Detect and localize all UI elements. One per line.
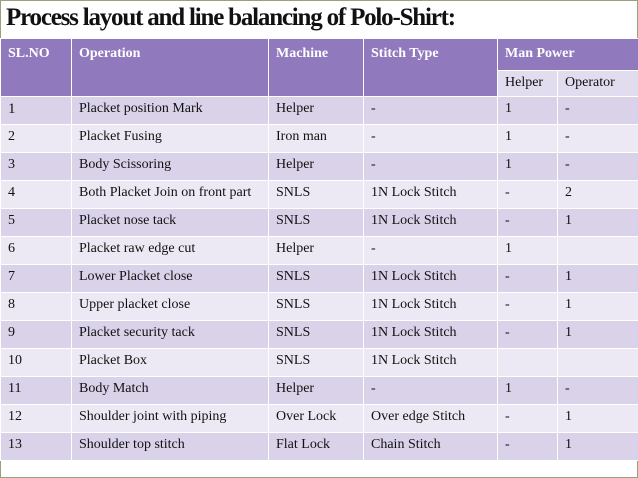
cell-operation: Placket raw edge cut bbox=[72, 237, 269, 265]
header-row bbox=[1, 39, 638, 71]
cell-stitch-type: - bbox=[364, 237, 498, 265]
cell-operator: 1 bbox=[558, 321, 638, 349]
cell-operation: Placket nose tack bbox=[72, 209, 269, 237]
slide-title: Process layout and line balancing of Polo-Shirt: bbox=[6, 4, 455, 31]
cell-operator: - bbox=[558, 125, 638, 153]
cell-machine: SNLS bbox=[269, 265, 364, 293]
cell-machine: Iron man bbox=[269, 125, 364, 153]
cell-machine: Over Lock bbox=[269, 405, 364, 433]
cell-machine: SNLS bbox=[269, 349, 364, 377]
cell-sl: 9 bbox=[1, 321, 72, 349]
cell-operation: Upper placket close bbox=[72, 293, 269, 321]
header-helper: Helper bbox=[498, 71, 558, 97]
cell-machine: Flat Lock bbox=[269, 433, 364, 461]
cell-helper: 1 bbox=[498, 97, 558, 125]
cell-stitch-type: 1N Lock Stitch bbox=[364, 293, 498, 321]
cell-helper: 1 bbox=[498, 237, 558, 265]
cell-stitch-type: 1N Lock Stitch bbox=[364, 209, 498, 237]
table-row bbox=[1, 209, 638, 237]
cell-operation: Both Placket Join on front part bbox=[72, 181, 269, 209]
cell-operator: 1 bbox=[558, 293, 638, 321]
cell-operator: 1 bbox=[558, 209, 638, 237]
cell-sl: 1 bbox=[1, 97, 72, 125]
cell-stitch-type: Chain Stitch bbox=[364, 433, 498, 461]
cell-operator: 2 bbox=[558, 181, 638, 209]
cell-stitch-type: 1N Lock Stitch bbox=[364, 349, 498, 377]
cell-operation: Shoulder joint with piping bbox=[72, 405, 269, 433]
cell-helper: - bbox=[498, 209, 558, 237]
cell-helper: 1 bbox=[498, 153, 558, 181]
cell-helper bbox=[498, 349, 558, 377]
cell-operation: Body Scissoring bbox=[72, 153, 269, 181]
cell-stitch-type: 1N Lock Stitch bbox=[364, 181, 498, 209]
cell-machine: SNLS bbox=[269, 321, 364, 349]
header-operator: Operator bbox=[558, 71, 638, 97]
cell-operation: Placket security tack bbox=[72, 321, 269, 349]
cell-stitch-type: Over edge Stitch bbox=[364, 405, 498, 433]
table-row bbox=[1, 321, 638, 349]
cell-operation: Placket Fusing bbox=[72, 125, 269, 153]
cell-operation: Shoulder top stitch bbox=[72, 433, 269, 461]
cell-operator: 1 bbox=[558, 265, 638, 293]
table-row bbox=[1, 377, 638, 405]
cell-helper: - bbox=[498, 293, 558, 321]
table-row bbox=[1, 293, 638, 321]
cell-machine: Helper bbox=[269, 153, 364, 181]
cell-sl: 6 bbox=[1, 237, 72, 265]
cell-sl: 11 bbox=[1, 377, 72, 405]
table-row bbox=[1, 125, 638, 153]
table-row bbox=[1, 181, 638, 209]
cell-stitch-type: - bbox=[364, 153, 498, 181]
cell-stitch-type: - bbox=[364, 377, 498, 405]
cell-machine: Helper bbox=[269, 97, 364, 125]
table-row bbox=[1, 349, 638, 377]
cell-helper: - bbox=[498, 321, 558, 349]
cell-machine: SNLS bbox=[269, 209, 364, 237]
cell-machine: SNLS bbox=[269, 181, 364, 209]
table-row bbox=[1, 237, 638, 265]
table-row bbox=[1, 153, 638, 181]
cell-sl: 13 bbox=[1, 433, 72, 461]
table-row bbox=[1, 433, 638, 461]
cell-operator bbox=[558, 237, 638, 265]
header-operation: Operation bbox=[72, 39, 269, 97]
cell-sl: 5 bbox=[1, 209, 72, 237]
cell-helper: 1 bbox=[498, 377, 558, 405]
cell-sl: 7 bbox=[1, 265, 72, 293]
cell-operation: Body Match bbox=[72, 377, 269, 405]
cell-stitch-type: - bbox=[364, 125, 498, 153]
cell-operation: Lower Placket close bbox=[72, 265, 269, 293]
table-row bbox=[1, 265, 638, 293]
cell-sl: 3 bbox=[1, 153, 72, 181]
cell-helper: - bbox=[498, 405, 558, 433]
cell-operator: - bbox=[558, 377, 638, 405]
cell-helper: - bbox=[498, 181, 558, 209]
process-table bbox=[0, 38, 638, 461]
header-sl-no: SL.NO bbox=[1, 39, 72, 97]
cell-operator: 1 bbox=[558, 433, 638, 461]
cell-sl: 4 bbox=[1, 181, 72, 209]
cell-machine: Helper bbox=[269, 237, 364, 265]
cell-operator: 1 bbox=[558, 405, 638, 433]
cell-operation: Placket position Mark bbox=[72, 97, 269, 125]
cell-stitch-type: 1N Lock Stitch bbox=[364, 265, 498, 293]
cell-operation: Placket Box bbox=[72, 349, 269, 377]
cell-machine: Helper bbox=[269, 377, 364, 405]
cell-stitch-type: 1N Lock Stitch bbox=[364, 321, 498, 349]
header-stitch-type: Stitch Type bbox=[364, 39, 498, 97]
cell-operator: - bbox=[558, 153, 638, 181]
table-row bbox=[1, 405, 638, 433]
table-row bbox=[1, 97, 638, 125]
cell-sl: 8 bbox=[1, 293, 72, 321]
cell-stitch-type: - bbox=[364, 97, 498, 125]
cell-helper: - bbox=[498, 433, 558, 461]
cell-machine: SNLS bbox=[269, 293, 364, 321]
cell-sl: 10 bbox=[1, 349, 72, 377]
cell-sl: 2 bbox=[1, 125, 72, 153]
cell-operator bbox=[558, 349, 638, 377]
cell-helper: - bbox=[498, 265, 558, 293]
header-machine: Machine bbox=[269, 39, 364, 97]
header-man-power: Man Power bbox=[498, 39, 638, 71]
cell-operator: - bbox=[558, 97, 638, 125]
cell-helper: 1 bbox=[498, 125, 558, 153]
cell-sl: 12 bbox=[1, 405, 72, 433]
